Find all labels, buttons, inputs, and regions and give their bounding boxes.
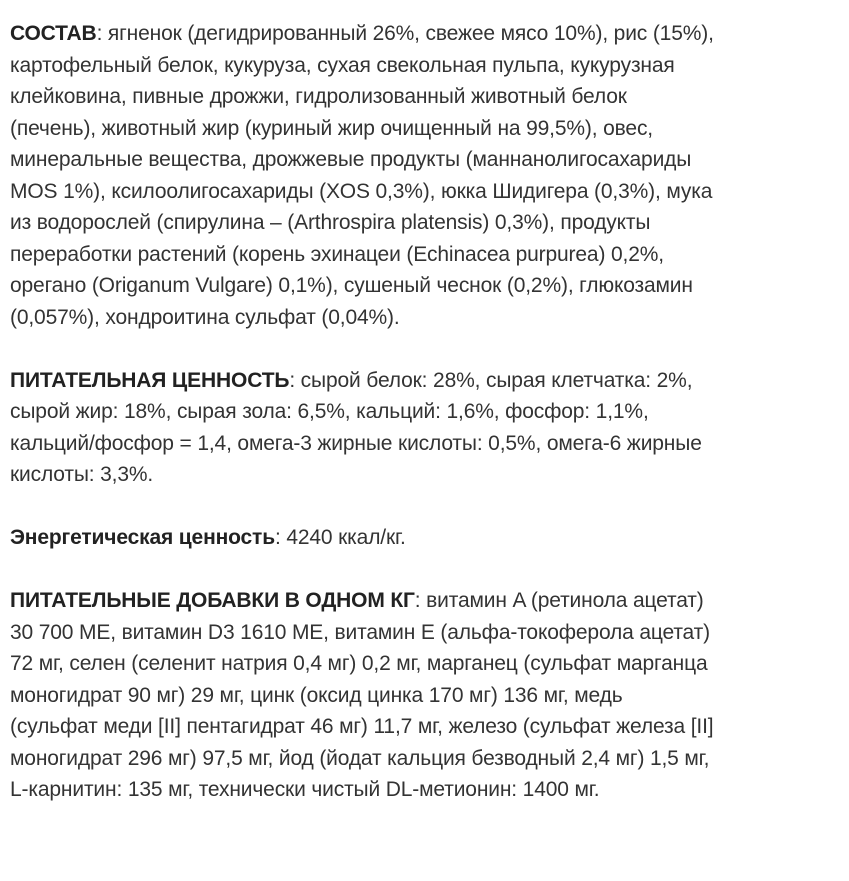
composition-text: MOS 1%), ксилоолигосахариды (XOS 0,3%), юкка Шидигера (0,3%), мука <box>10 179 713 203</box>
composition-heading: СОСТАВ <box>10 22 97 45</box>
composition-text: (0,057%), хондроитина сульфат (0,04%). <box>10 305 400 329</box>
composition-text: картофельный белок, кукуруза, сухая свекольная пульпа, кукурузная <box>10 53 675 77</box>
nutritional-value-line-1 <box>10 365 842 397</box>
additives-text: (сульфат меди [II] пентагидрат 46 мг) 11,7 мг, железо (сульфат железа [II] <box>10 715 714 738</box>
composition-text: переработки растений (корень эхинацеи (Echinacea purpurea) 0,2%, <box>10 242 664 266</box>
additives-text: : витамин A (ретинола ацетат) <box>414 589 704 612</box>
energy-value-heading: Энергетическая ценность <box>10 526 275 549</box>
additives-section <box>10 585 842 806</box>
nutritional-value-text: кислоты: 3,3%. <box>10 463 154 486</box>
nutritional-value-text: кальций/фосфор = 1,4, омега-3 жирные кислоты: 0,5%, омега-6 жирные <box>10 431 702 455</box>
nutritional-value-heading: ПИТАТЕЛЬНАЯ ЦЕННОСТЬ <box>10 368 290 392</box>
composition-section <box>10 18 842 333</box>
additives-text: моногидрат 90 мг) 29 мг, цинк (оксид цинка 170 мг) 136 мг, медь <box>10 683 623 707</box>
composition-text: из водорослей (спирулина – (Arthrospira platensis) 0,3%), продукты <box>10 211 651 234</box>
composition-text: : ягненок (дегидрированный 26%, свежее мясо 10%), рис (15%), <box>96 22 714 45</box>
energy-value-line-1 <box>10 522 842 554</box>
product-description <box>10 18 842 806</box>
composition-text: (печень), животный жир (куриный жир очищенный на 99,5%), овес, <box>10 116 653 140</box>
additives-text: 72 мг, селен (селенит натрия 0,4 мг) 0,2 мг, марганец (сульфат марганца <box>10 652 708 675</box>
additives-text: L-карнитин: 135 мг, технически чистый DL-метионин: 1400 мг. <box>10 778 600 801</box>
nutritional-value-text: : сырой белок: 28%, сырая клетчатка: 2%, <box>289 368 693 392</box>
composition-line-1 <box>10 18 842 50</box>
additives-line-1 <box>10 585 842 617</box>
composition-text: орегано (Origanum Vulgare) 0,1%), сушеный чеснок (0,2%), глюкозамин <box>10 274 693 297</box>
additives-text: моногидрат 296 мг) 97,5 мг, йод (йодат кальция безводный 2,4 мг) 1,5 мг, <box>10 746 710 770</box>
energy-value-text: : 4240 ккал/кг. <box>274 526 406 549</box>
nutritional-value-text: сырой жир: 18%, сырая зола: 6,5%, кальций: 1,6%, фосфор: 1,1%, <box>10 400 649 423</box>
nutritional-value-section <box>10 365 842 491</box>
additives-text: 30 700 МЕ, витамин D3 1610 МЕ, витамин E (альфа-токоферола ацетат) <box>10 620 710 644</box>
composition-text: минеральные вещества, дрожжевые продукты (маннанолигосахариды <box>10 148 692 171</box>
additives-heading: ПИТАТЕЛЬНЫЕ ДОБАВКИ В ОДНОМ КГ <box>10 589 415 612</box>
energy-value-section <box>10 522 842 554</box>
composition-text: клейковина, пивные дрожжи, гидролизованный животный белок <box>10 85 627 108</box>
